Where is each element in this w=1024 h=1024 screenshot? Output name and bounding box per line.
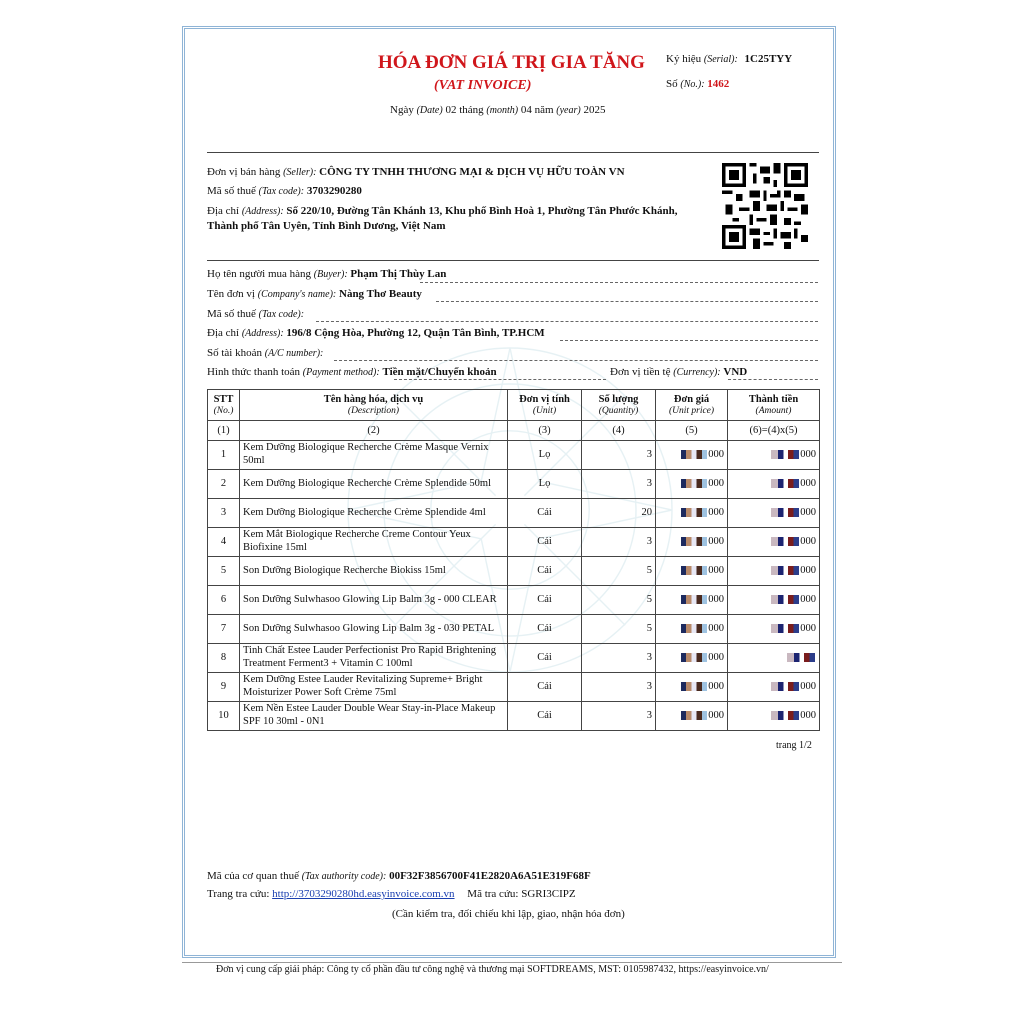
pixelated-mask [771,682,799,691]
row-quantity: 3 [582,470,656,499]
date-year: 2025 [583,104,606,116]
table-row [208,644,820,673]
dotted-line [728,379,818,380]
pixelated-mask [771,479,799,488]
month-label-en: (month) [486,105,519,116]
row-quantity: 20 [582,499,656,528]
pixelated-mask [681,595,707,604]
row-quantity: 3 [582,673,656,702]
divider [182,962,842,963]
buyer-name-label: Họ tên người mua hàng [207,268,312,280]
pixelated-mask [771,711,799,720]
pixelated-mask [681,508,707,517]
row-quantity: 3 [582,528,656,557]
seller-name-line [207,166,625,178]
row-unit: Cái [508,644,582,673]
buyer-account-label: Số tài khoản [207,347,262,359]
pixelated-mask [771,624,799,633]
pixelated-mask [771,537,799,546]
row-description: Son Dưỡng Sulwhasoo Glowing Lip Balm 3g - 030 PETAL [240,615,508,644]
currency-label-en: (Currency): [673,367,721,378]
invoice-no: 1462 [707,78,730,90]
currency: VND [723,366,748,378]
table-row [208,499,820,528]
page-number: trang 1/2 [776,740,812,751]
invoice-no-line [666,78,729,90]
row-no: 6 [208,586,240,615]
date-day: 02 [445,104,457,116]
table-row [208,528,820,557]
payment-label-en: (Payment method): [302,367,380,378]
invoice-subtitle: (VAT INVOICE) [434,78,532,93]
serial-value: 1C25TYY [744,53,793,65]
col-number: (6)=(4)x(5) [728,421,820,441]
row-description: Kem Nền Estee Lauder Double Wear Stay-in-Place Makeup SPF 10 30ml - 0N1 [240,702,508,731]
date-label: Ngày [390,104,414,116]
dotted-line [394,379,606,380]
row-quantity: 5 [582,557,656,586]
table-header-row [208,390,820,421]
seller-address-line [207,205,677,217]
pixelated-mask [681,450,707,459]
pixelated-mask [681,682,707,691]
row-unit: Cái [508,586,582,615]
items-table [207,389,820,731]
row-no: 3 [208,499,240,528]
col-header-amount: Thành tiền (Amount) [728,390,820,421]
seller-tax-line [207,185,362,197]
pixelated-mask [681,537,707,546]
divider [207,152,819,153]
year-label-en: (year) [556,105,581,116]
row-no: 9 [208,673,240,702]
solution-provider: Đơn vị cung cấp giải pháp: Công ty cổ phần đầu tư công nghệ và thương mại SOFTDREAMS, MST: 0105987432, https://easyinvoice.vn/ [216,964,769,975]
row-no: 4 [208,528,240,557]
table-row [208,441,820,470]
col-header-no: STT (No.) [208,390,240,421]
buyer-name: Phạm Thị Thùy Lan [350,268,447,280]
row-unit-price: 000 [656,586,728,615]
row-unit: Cái [508,557,582,586]
buyer-company-label: Tên đơn vị [207,288,255,300]
dotted-line [560,340,818,341]
table-row [208,673,820,702]
seller-name-label: Đơn vị bán hàng [207,166,281,178]
row-description: Kem Dưỡng Biologique Recherche Crème Splendide 50ml [240,470,508,499]
verification-note: (Cần kiểm tra, đối chiếu khi lập, giao, nhận hóa đơn) [392,908,625,920]
dotted-line [420,282,818,283]
col-number: (1) [208,421,240,441]
row-quantity: 3 [582,702,656,731]
col-header-unit-price: Đơn giá (Unit price) [656,390,728,421]
seller-name: CÔNG TY TNHH THƯƠNG MẠI & DỊCH VỤ HỮU TOÀN VN [319,166,625,178]
row-no: 2 [208,470,240,499]
invoice-title: HÓA ĐƠN GIÁ TRỊ GIA TĂNG [378,52,645,73]
buyer-name-label-en: (Buyer): [313,269,348,280]
pixelated-mask [681,624,707,633]
buyer-tax-label-en: (Tax code): [258,309,305,320]
row-quantity: 3 [582,441,656,470]
row-unit-price: 000 [656,644,728,673]
row-description: Kem Mắt Biologique Recherche Creme Contour Yeux Biofixine 15ml [240,528,508,557]
buyer-account-line [207,347,323,359]
row-description: Son Dưỡng Sulwhasoo Glowing Lip Balm 3g - 000 CLEAR [240,586,508,615]
payment-label: Hình thức thanh toán [207,366,301,378]
row-amount: 000 [728,673,820,702]
row-description: Tinh Chất Estee Lauder Perfectionist Pro Rapid Brightening Treatment Ferment3 + Vitamin C 100ml [240,644,508,673]
date-month: 04 [520,104,532,116]
row-amount: 000 [728,702,820,731]
pixelated-mask [681,566,707,575]
row-description: Son Dưỡng Biologique Recherche Biokiss 15ml [240,557,508,586]
col-header-description: Tên hàng hóa, dịch vụ (Description) [240,390,508,421]
buyer-company: Nàng Thơ Beauty [339,288,422,300]
lookup-code: SGRI3CIPZ [521,888,576,900]
currency-line [610,366,747,378]
payment-method: Tiền mặt/Chuyển khoản [382,366,497,378]
buyer-company-line [207,288,422,300]
row-quantity: 5 [582,615,656,644]
row-amount [728,644,820,673]
row-no: 8 [208,644,240,673]
row-unit-price: 000 [656,673,728,702]
buyer-company-label-en: (Company's name): [257,289,337,300]
tax-authority-code: 00F32F3856700F41E2820A6A51E319F68F [389,870,591,882]
pixelated-mask [787,653,815,662]
seller-tax-label: Mã số thuế [207,185,256,197]
tax-authority-line [207,870,591,882]
year-label: năm [534,104,554,116]
row-unit-price: 000 [656,470,728,499]
row-unit-price: 000 [656,557,728,586]
seller-tax: 3703290280 [306,185,362,197]
buyer-account-label-en: (A/C number): [264,348,324,359]
row-no: 5 [208,557,240,586]
table-row [208,470,820,499]
row-unit-price: 000 [656,441,728,470]
row-description: Kem Dưỡng Biologique Recherche Crème Splendide 4ml [240,499,508,528]
row-unit: Cái [508,702,582,731]
tax-authority-label: Mã của cơ quan thuế [207,870,299,882]
col-number: (2) [240,421,508,441]
row-unit: Cái [508,528,582,557]
seller-tax-label-en: (Tax code): [258,186,305,197]
seller-address-label: Địa chỉ [207,205,240,217]
column-number-row [208,421,820,441]
row-unit: Cái [508,499,582,528]
col-number: (5) [656,421,728,441]
pixelated-mask [771,595,799,604]
row-unit-price: 000 [656,702,728,731]
seller-address-label-en: (Address): [241,206,284,217]
pixelated-mask [771,450,799,459]
payment-line [207,366,497,378]
serial-label: Ký hiệu [666,53,702,65]
col-number: (3) [508,421,582,441]
row-unit: Lọ [508,441,582,470]
row-description: Kem Dưỡng Biologique Recherche Crème Masque Vernix 50ml [240,441,508,470]
table-row [208,557,820,586]
buyer-address-label-en: (Address): [241,328,284,339]
row-unit: Cái [508,673,582,702]
pixelated-mask [681,711,707,720]
serial-label-en: (Serial): [703,54,738,65]
col-header-quantity: Số lượng (Quantity) [582,390,656,421]
row-description: Kem Dưỡng Estee Lauder Revitalizing Supreme+ Bright Moisturizer Power Soft Crème 75ml [240,673,508,702]
row-amount: 000 [728,470,820,499]
lookup-link[interactable]: http://3703290280hd.easyinvoice.com.vn [272,888,455,900]
pixelated-mask [771,566,799,575]
table-row [208,586,820,615]
dotted-line [316,321,818,322]
row-amount: 000 [728,499,820,528]
row-amount: 000 [728,586,820,615]
seller-address-line2: Thành phố Tân Uyên, Tỉnh Bình Dương, Việt Nam [207,220,446,232]
row-unit: Lọ [508,470,582,499]
buyer-tax-label: Mã số thuế [207,308,256,320]
pixelated-mask [681,479,707,488]
buyer-address: 196/8 Cộng Hòa, Phường 12, Quận Tân Bình, TP.HCM [286,327,545,339]
row-unit-price: 000 [656,528,728,557]
dotted-line [334,360,818,361]
row-no: 7 [208,615,240,644]
no-label: Số [666,78,678,90]
buyer-address-line [207,327,545,339]
table-row [208,615,820,644]
month-label: tháng [459,104,484,116]
row-unit-price: 000 [656,615,728,644]
seller-name-label-en: (Seller): [283,167,317,178]
seller-address: Số 220/10, Đường Tân Khánh 13, Khu phố Bình Hoà 1, Phường Tân Phước Khánh, [286,205,678,217]
divider [207,260,819,261]
lookup-code-label: Mã tra cứu: [467,888,519,900]
lookup-line [207,888,576,900]
table-row [208,702,820,731]
date-label-en: (Date) [416,105,443,116]
buyer-name-line [207,268,446,280]
col-number: (4) [582,421,656,441]
col-header-unit: Đơn vị tính (Unit) [508,390,582,421]
serial-line [666,53,792,65]
currency-label: Đơn vị tiền tệ [610,366,671,378]
row-unit-price: 000 [656,499,728,528]
row-amount: 000 [728,441,820,470]
invoice-date [390,104,605,116]
row-quantity: 3 [582,644,656,673]
lookup-label: Trang tra cứu: [207,888,270,900]
row-amount: 000 [728,557,820,586]
dotted-line [436,301,818,302]
qr-code [722,163,808,249]
row-no: 10 [208,702,240,731]
row-amount: 000 [728,615,820,644]
row-quantity: 5 [582,586,656,615]
pixelated-mask [771,508,799,517]
pixelated-mask [681,653,707,662]
row-unit: Cái [508,615,582,644]
no-label-en: (No.): [680,79,705,90]
row-amount: 000 [728,528,820,557]
buyer-address-label: Địa chỉ [207,327,240,339]
tax-authority-label-en: (Tax authority code): [301,871,387,882]
buyer-tax-line [207,308,304,320]
row-no: 1 [208,441,240,470]
